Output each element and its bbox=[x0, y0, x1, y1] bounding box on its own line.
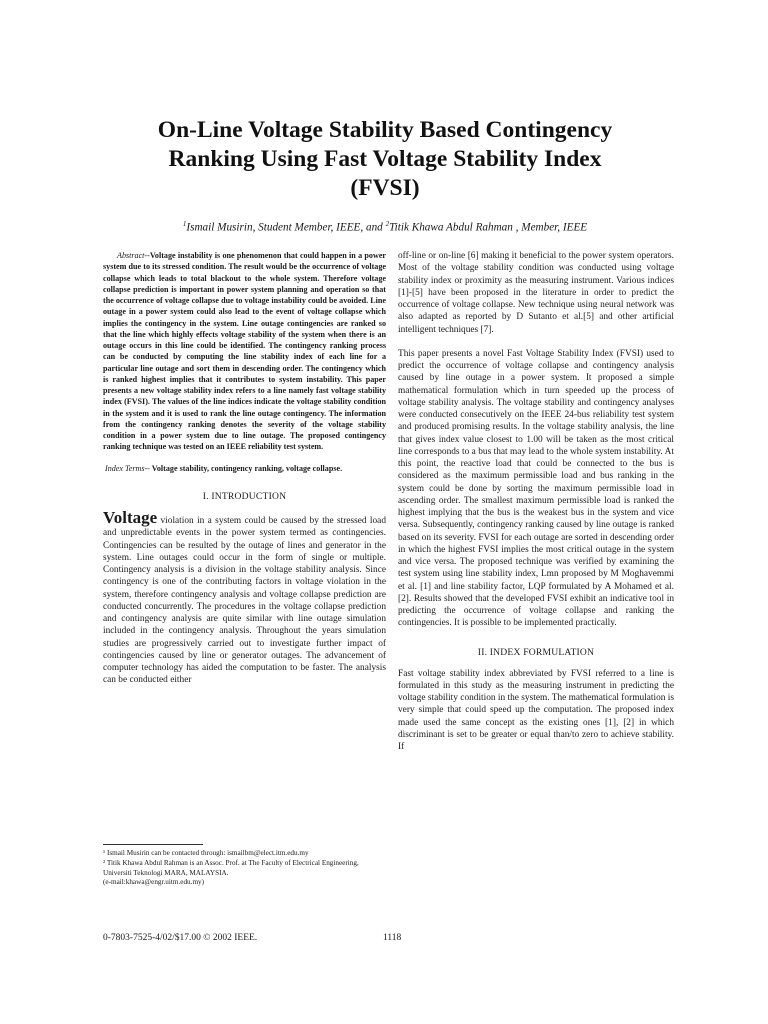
index-terms bbox=[103, 463, 386, 475]
right-column bbox=[398, 250, 674, 753]
section-heading-introduction: I. INTRODUCTION bbox=[202, 491, 287, 503]
abstract-text: Voltage instability is one phenomenon that could happen in a power system due to its stressed condition. The result would be the occurrence of voltage collapse which leads to total blackout to the whole system. Therefore voltage collapse prediction is important in power system planning and operation so that the occurrence of voltage collapse due to voltage instability could be avoided. Line outage in a power system could also lead to the event of voltage collapse which implies the contingency in the system. Line outage contingencies are ranked so that the line which highly effects voltage stability of the system when there is an outage occurs in this line could be identified. The contingency ranking process can be conducted by computing the line stability index of each line for a particular line outage and sort them in descending order. The contingency which is ranked highest implies that it contributes to system instability. This paper presents a new voltage stability index refers to a line namely fast voltage stability index (FVSI). The values of the line indices indicate the voltage stability condition in the system and it is used to rank the line outage contingency. The information from the contingency ranking denotes the severity of the voltage stability condition in a power system due to line outage. The proposed contingency ranking technique was tested on an IEEE reliability test system. bbox=[103, 251, 386, 452]
author-1-marker: 1 bbox=[182, 220, 187, 228]
footnote-1: ¹ Ismail Musirin can be contacted through: ismailbm@elect.itm.edu.my bbox=[103, 849, 309, 857]
footnote-3: (e-mail:khawa@engr.uitm.edu.my) bbox=[103, 878, 205, 887]
author-2: Titik Khawa Abdul Rahman , Member, IEEE bbox=[389, 221, 588, 234]
page-number: 1118 bbox=[383, 933, 402, 943]
section-heading-index-formulation: II. INDEX FORMULATION bbox=[477, 646, 595, 658]
footnotes bbox=[103, 849, 386, 888]
title-line: On-Line Voltage Stability Based Contingency bbox=[157, 117, 613, 143]
copyright-line: 0-7803-7525-4/02/$17.00 © 2002 IEEE. bbox=[103, 933, 258, 943]
title-line: (FVSI) bbox=[350, 175, 420, 201]
paper-title bbox=[100, 116, 670, 203]
introduction-paragraph bbox=[103, 508, 386, 687]
footnote-2: ² Titik Khawa Abdul Rahman is an Assoc. Prof. at The Faculty of Electrical Engineering, Universiti Teknologi MARA, MALAYSIA. bbox=[103, 858, 359, 877]
dropcap-word: Voltage bbox=[103, 508, 158, 528]
index-formulation-paragraph: Fast voltage stability index abbreviated by FVSI referred to a line is formulated in this study as the measuring instrument in predicting the voltage stability condition in the system. The mathematical formulation is very simple that could speed up the computation. The proposed index made used the same concept as the existing ones [1], [2] in which discriminant is set to be greater or equal than/to zero to achieve stability. If bbox=[398, 668, 674, 752]
index-terms-lead: Index Terms-- bbox=[105, 463, 150, 473]
introduction-text: violation in a system could be caused by the stressed load and unpredictable events in the power system termed as contingencies. Contingencies can be resulted by the outage of lines and generator in the system. Line outages could occur in the form of single or multiple. Contingency analysis is a division in the voltage stability analysis. Since contingency is one of the contributing factors in voltage violation in the system, therefore contingency analysis and voltage collapse prediction are conducted concurrently. The procedures in the voltage collapse prediction and contingency analysis are quite similar with line outage simulation included in the contingency analysis. Throughout the years simulation studies are progressively carried out to investigate further impact of contingencies caused by line or generator outages. The advancement of computer technology has aided the computation to be faster. The analysis can be conducted either bbox=[103, 516, 386, 686]
footnote-divider bbox=[103, 844, 203, 845]
right-paragraph-2: This paper presents a novel Fast Voltage Stability Index (FVSI) used to predict the occurrence of voltage collapse and contingency analysis caused by line outage in a power system. It proposed a simple mathematical formulation which in turn speeded up the process of voltage stability analysis. The voltage stability and contingency analyses were conducted consecutively on the IEEE 24-bus reliability test system and produced promising results. In the voltage stability analysis, the line that gives index value closest to 1.00 will be taken as the most critical line corresponds to a bus that may lead to the whole system instability. At this point, the reactive load that could be connected to the bus is considered as the maximum permissible load and bus ranking in the system could be done by sorting the maximum permissible load in ascending order. The smallest maximum permissible load is ranked the highest implying that the bus is the weakest bus in the system and vice versa. Subsequently, contingency ranking caused by line outage is ranked based on its severity. FVSI for each outage are sorted in descending order in which the highest FVSI implies the most critical outage in the system and vice versa. The proposed technique was verified by examining the test system using line stability index, Lmn proposed by M Moghavemmi et al. [1] and line stability factor, LQP formulated by A Mohamed et al.[2]. Results showed that the developed FVSI exhibit an indicative tool in predicting the occurrence of voltage collapse and ranking the contingencies. It is possible to be implemented practically. bbox=[398, 348, 674, 629]
author-2-marker: 2 bbox=[385, 220, 390, 228]
author-line bbox=[100, 220, 670, 234]
left-column bbox=[103, 250, 386, 687]
abstract bbox=[103, 250, 386, 453]
right-paragraph-1: off-line or on-line [6] making it beneficial to the power system operators. Most of the voltage stability condition was conducted using voltage stability index or proximity as the measuring instrument. Various indices [1]-[5] have been proposed in the literature in order to predict the occurrence of voltage collapse. New technique using neural network was also adapted as reported by D Sutanto et al.[5] and other artificial intelligent techniques [7]. bbox=[398, 251, 674, 335]
abstract-lead: Abstract-- bbox=[117, 251, 150, 260]
title-line: Ranking Using Fast Voltage Stability Index bbox=[168, 146, 602, 172]
author-1: Ismail Musirin, Student Member, IEEE, and bbox=[186, 221, 386, 234]
index-terms-text: Voltage stability, contingency ranking, voltage collapse. bbox=[149, 463, 343, 473]
